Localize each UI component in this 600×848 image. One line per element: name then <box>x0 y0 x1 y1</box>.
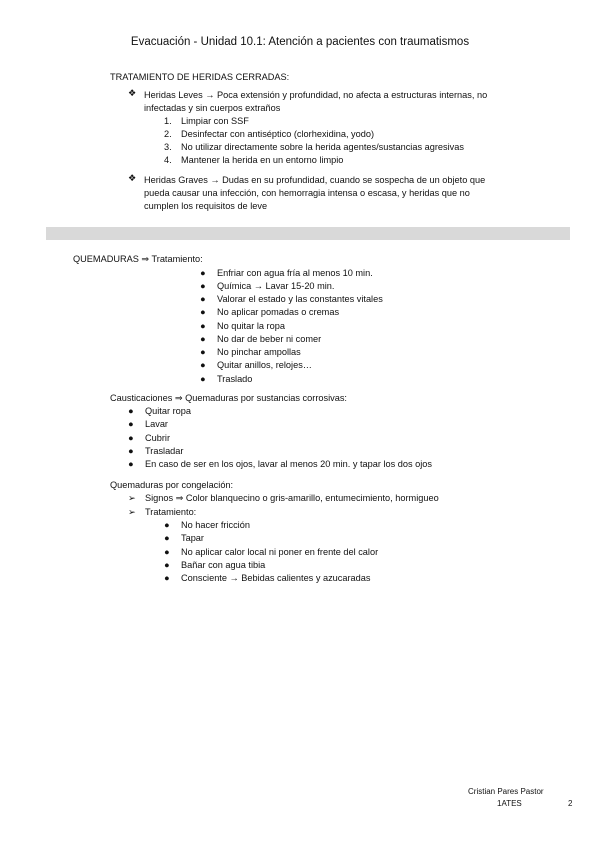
congelacion-tratamiento-label: Tratamiento: <box>145 507 197 517</box>
page-header-title: Evacuación - Unidad 10.1: Atención a pacientes con traumatismos <box>130 36 470 48</box>
step-text: No utilizar directamente sobre la herida agentes/sustancias agresivas <box>181 142 464 152</box>
causticaciones-heading: Causticaciones ⇒ Quemaduras por sustancias corrosivas: <box>110 393 347 403</box>
footer-page-number: 2 <box>568 799 573 808</box>
bullet-icon: ● <box>164 560 170 570</box>
quemaduras-item: Enfriar con agua fría al menos 10 min. <box>217 268 373 278</box>
step-number: 3. <box>164 142 172 152</box>
quemaduras-item: No dar de beber ni comer <box>217 334 322 344</box>
congelacion-heading: Quemaduras por congelación: <box>110 480 234 490</box>
causticaciones-item: En caso de ser en los ojos, lavar al menos 20 min. y tapar los dos ojos <box>145 459 433 469</box>
bullet-icon: ● <box>128 446 134 456</box>
heridas-heading: TRATAMIENTO DE HERIDAS CERRADAS: <box>110 72 290 82</box>
arrow-bullet-icon: ➢ <box>128 507 136 517</box>
quemaduras-item: No aplicar pomadas o cremas <box>217 307 340 317</box>
heridas-graves-line3: cumplen los requisitos de leve <box>144 201 268 211</box>
bullet-icon: ● <box>200 281 206 291</box>
bullet-icon: ● <box>164 533 170 543</box>
step-text: Mantener la herida en un entorno limpio <box>181 155 344 165</box>
heridas-graves-line1: Heridas Graves → Dudas en su profundidad, cuando se sospecha de un objeto que <box>144 175 486 185</box>
quemaduras-item: Valorar el estado y las constantes vitales <box>217 294 383 304</box>
causticaciones-item: Cubrir <box>145 433 171 443</box>
bullet-icon: ● <box>200 268 206 278</box>
quemaduras-item: Traslado <box>217 374 253 384</box>
bullet-icon: ● <box>200 321 206 331</box>
bullet-icon: ● <box>164 520 170 530</box>
quemaduras-item: No pinchar ampollas <box>217 347 301 357</box>
step-number: 2. <box>164 129 172 139</box>
bullet-icon: ● <box>200 294 206 304</box>
arrow-bullet-icon: ➢ <box>128 493 136 503</box>
diamond-bullet-icon: ❖ <box>128 88 137 98</box>
bullet-icon: ● <box>200 374 206 384</box>
heridas-graves-line2: pueda causar una infección, con hemorragia intensa o escasa, y heridas que no <box>144 188 470 198</box>
bullet-icon: ● <box>128 433 134 443</box>
footer-author: Cristian Pares Pastor <box>468 787 544 796</box>
heridas-leves-line2: infectadas y sin cuerpos extraños <box>144 103 281 113</box>
bullet-icon: ● <box>128 406 134 416</box>
quemaduras-item: Química → Lavar 15-20 min. <box>217 281 335 291</box>
bullet-icon: ● <box>164 547 170 557</box>
congelacion-item: Tapar <box>181 533 204 543</box>
quemaduras-heading: QUEMADURAS ⇒ Tratamiento: <box>73 254 203 264</box>
quemaduras-item: No quitar la ropa <box>217 321 285 331</box>
causticaciones-item: Trasladar <box>145 446 184 456</box>
congelacion-signos: Signos ⇒ Color blanquecino o gris-amarillo, entumecimiento, hormigueo <box>145 493 439 503</box>
bullet-icon: ● <box>200 360 206 370</box>
causticaciones-item: Lavar <box>145 419 168 429</box>
bullet-icon: ● <box>200 334 206 344</box>
bullet-icon: ● <box>200 307 206 317</box>
bullet-icon: ● <box>200 347 206 357</box>
bullet-icon: ● <box>164 573 170 583</box>
section-divider-band <box>46 227 570 240</box>
step-text: Desinfectar con antiséptico (clorhexidina, yodo) <box>181 129 375 139</box>
congelacion-item: Consciente → Bebidas calientes y azucaradas <box>181 573 371 583</box>
congelacion-item: No aplicar calor local ni poner en frente del calor <box>181 547 379 557</box>
step-text: Limpiar con SSF <box>181 116 249 126</box>
quemaduras-item: Quitar anillos, relojes… <box>217 360 312 370</box>
footer-course: 1ATES <box>497 799 522 808</box>
congelacion-item: No hacer fricción <box>181 520 250 530</box>
step-number: 4. <box>164 155 172 165</box>
bullet-icon: ● <box>128 459 134 469</box>
diamond-bullet-icon: ❖ <box>128 173 137 183</box>
step-number: 1. <box>164 116 172 126</box>
heridas-leves-line1: Heridas Leves → Poca extensión y profundidad, no afecta a estructuras internas, no <box>144 90 488 100</box>
causticaciones-item: Quitar ropa <box>145 406 191 416</box>
congelacion-item: Bañar con agua tibia <box>181 560 266 570</box>
bullet-icon: ● <box>128 419 134 429</box>
